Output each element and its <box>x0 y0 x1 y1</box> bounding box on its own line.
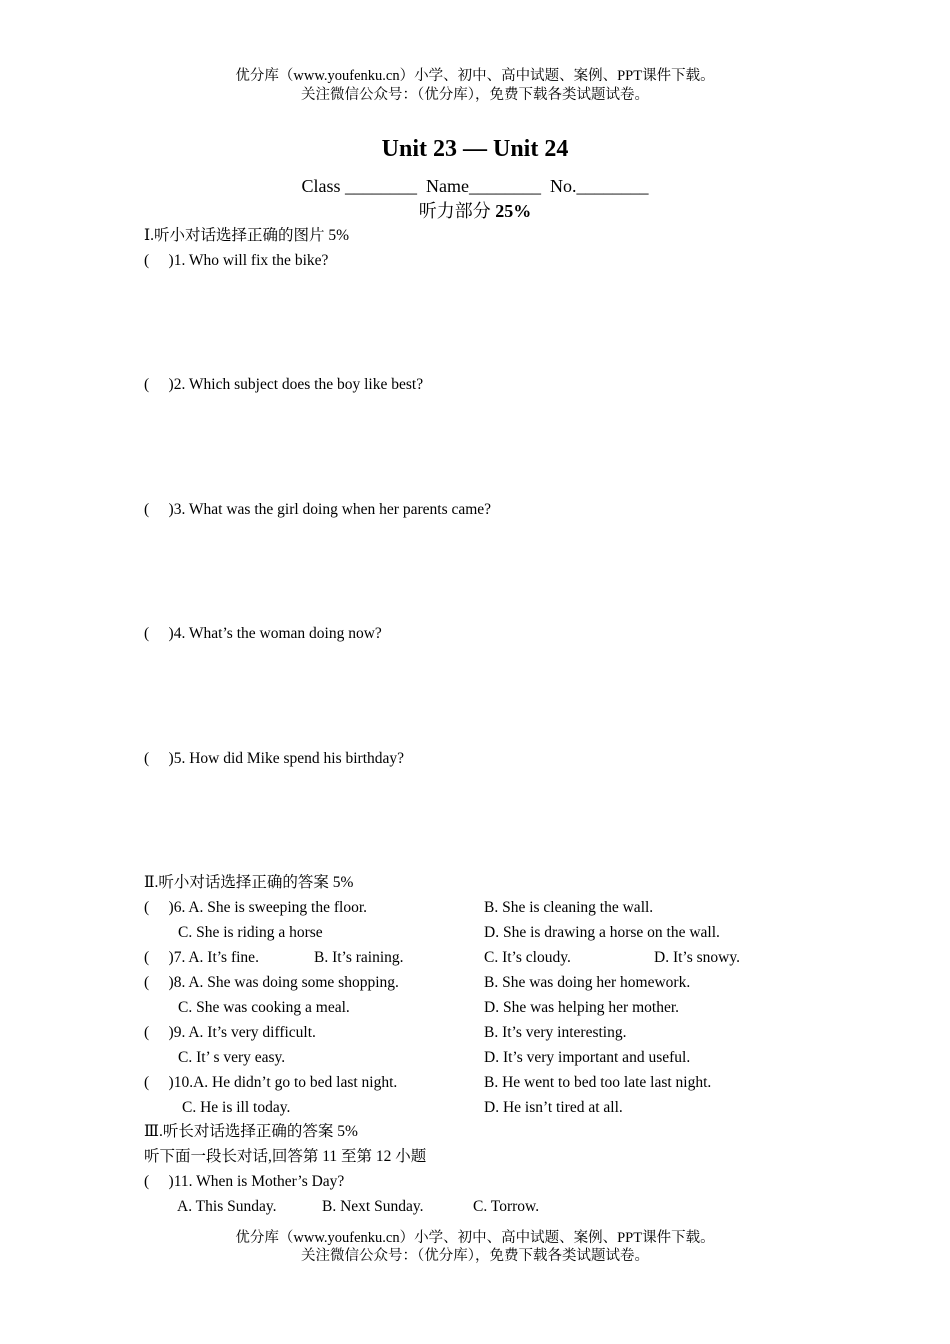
question-7-option-b: B. It’s raining. <box>314 949 404 966</box>
question-3: ( )3. What was the girl doing when her parents came? <box>144 501 492 518</box>
question-4: ( )4. What’s the woman doing now? <box>144 625 382 642</box>
section-3-heading: Ⅲ.听长对话选择正确的答案 5% <box>144 1123 358 1140</box>
question-8-option-a: ( )8. A. She was doing some shopping. <box>144 974 399 991</box>
question-11-option-c: C. Torrow. <box>473 1198 540 1215</box>
question-5: ( )5. How did Mike spend his birthday? <box>144 750 405 767</box>
question-8-option-c: C. She was cooking a meal. <box>178 999 350 1016</box>
question-8-option-d: D. She was helping her mother. <box>484 999 680 1016</box>
question-7-option-c: C. It’s cloudy. <box>484 949 571 966</box>
question-9-option-c: C. It’ s very easy. <box>178 1049 286 1066</box>
footer-line-1: 优分库（www.youfenku.cn）小学、初中、高中试题、案例、PPT课件下载。 <box>235 1230 715 1246</box>
question-7-option-a: ( )7. A. It’s fine. <box>144 949 259 966</box>
question-10-option-d: D. He isn’t tired at all. <box>484 1099 623 1116</box>
question-6-option-b: B. She is cleaning the wall. <box>484 899 654 916</box>
question-7-option-d: D. It’s snowy. <box>654 949 740 966</box>
question-1: ( )1. Who will fix the bike? <box>144 252 329 269</box>
question-11-option-b: B. Next Sunday. <box>322 1198 424 1215</box>
question-9-option-a: ( )9. A. It’s very difficult. <box>144 1024 316 1041</box>
question-10-option-b: B. He went to bed too late last night. <box>484 1074 712 1091</box>
listening-part-label <box>0 199 950 223</box>
question-11-option-a: A. This Sunday. <box>177 1198 277 1215</box>
footer-line-2: 关注微信公众号：（优分库），免费下载各类试题试卷。 <box>301 1248 649 1264</box>
question-6-option-a: ( )6. A. She is sweeping the floor. <box>144 899 368 916</box>
question-6-option-d: D. She is drawing a horse on the wall. <box>484 924 720 941</box>
question-8-option-b: B. She was doing her homework. <box>484 974 691 991</box>
section-2-heading: Ⅱ.听小对话选择正确的答案 5% <box>144 874 354 891</box>
question-2: ( )2. Which subject does the boy like best? <box>144 376 424 393</box>
page-title: Unit 23 — Unit 24 <box>381 136 569 162</box>
section-3-instruction: 听下面一段长对话,回答第 11 至第 12 小题 <box>144 1148 427 1165</box>
question-9-option-d: D. It’s very important and useful. <box>484 1049 691 1066</box>
header-line-2: 关注微信公众号：（优分库），免费下载各类试题试卷。 <box>301 87 649 103</box>
question-10-option-c: C. He is ill today. <box>182 1099 291 1116</box>
listening-percent: 25% <box>495 201 532 221</box>
question-6-option-c: C. She is riding a horse <box>178 924 323 941</box>
listening-label: 听力部分 <box>418 201 496 221</box>
student-info-line: Class ________ Name________ No.________ <box>301 176 649 196</box>
question-9-option-b: B. It’s very interesting. <box>484 1024 627 1041</box>
question-10-option-a: ( )10.A. He didn’t go to bed last night. <box>144 1074 398 1091</box>
section-1-heading: Ⅰ.听小对话选择正确的图片 5% <box>144 227 350 244</box>
header-line-1: 优分库（www.youfenku.cn）小学、初中、高中试题、案例、PPT课件下载。 <box>235 68 715 84</box>
question-11: ( )11. When is Mother’s Day? <box>144 1173 345 1190</box>
